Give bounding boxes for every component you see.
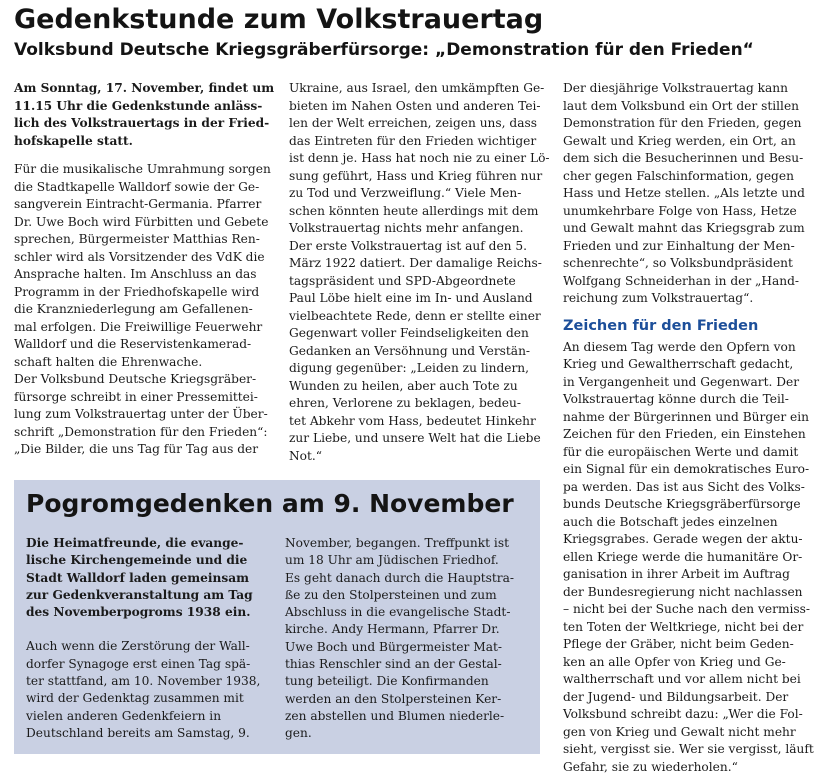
article-lead: Am Sonntag, 17. November, findet um 11.15 Uhr die Gedenkstunde anläss- lich des Volkstrauertags in der Fried- hofskapelle statt. bbox=[14, 80, 277, 150]
info-box bbox=[14, 480, 540, 754]
box-title: Pogromgedenken am 9. November bbox=[26, 489, 514, 518]
article-subtitle: Volksbund Deutsche Kriegsgräberfürsorge: „Demonstration für den Frieden“ bbox=[14, 40, 754, 60]
box-column-2 bbox=[285, 535, 528, 743]
article-column-1 bbox=[14, 80, 277, 459]
box-lead: Die Heimatfreunde, die evange- lische Kirchengemeinde und die Stadt Walldorf laden gemeinsam zur Gedenkveranstaltung am Tag des Novemberpogroms 1938 ein. bbox=[26, 535, 269, 621]
article-column-2 bbox=[289, 80, 553, 465]
section-heading: Zeichen für den Frieden bbox=[563, 316, 818, 336]
article-title: Gedenkstunde zum Volkstrauertag bbox=[14, 4, 543, 35]
article-paragraph: An diesem Tag werde den Opfern von Krieg und Gewaltherrschaft gedacht, in Vergangenheit und Gegenwart. Der Volkstrauertag könne durch die Teil- nahme der Bürgerinnen und Bürger ein Zeichen für den Frieden, ein Einstehen für die europäischen Werte und damit ein Signal für ein demokratisches Euro- pa werden. Das ist aus Sicht des Volks- bunds Deutsche Kriegsgräberfürsorge auch die Botschaft jedes einzelnen Kriegsgrabes. Gerade wegen der aktu- ellen Kriege werde die humanitäre Or- ganisation in ihrer Arbeit im Auftrag der Bundesregierung nicht nachlassen – nicht bei der Suche nach den vermiss- ten Toten der Weltkriege, nicht bei der Pflege der Gräber, nicht beim Geden- ken an alle Opfer von Krieg und Ge- waltherrschaft und vor allem nicht bei der Jugend- und Bildungsarbeit. Der Volksbund schreibt dazu: „Wer die Fol- gen von Krieg und Gewalt nicht mehr sieht, vergisst sie. Wer sie vergisst, läuft Gefahr, sie zu wiederholen.“ bbox=[563, 339, 818, 776]
box-paragraph: November, begangen. Treffpunkt ist um 18 Uhr am Jüdischen Friedhof. Es geht danach durch die Hauptstra- ße zu den Stolpersteinen und zum Abschluss in die evangelische Stadt- kirche. Andy Hermann, Pfarrer Dr. Uwe Boch und Bürgermeister Mat- thias Renschler sind an der Gestal- tung beteiligt. Die Konfirmanden werden an den Stolpersteinen Ker- zen abstellen und Blumen niederle- gen. bbox=[285, 535, 528, 743]
article-paragraph: Für die musikalische Umrahmung sorgen die Stadtkapelle Walldorf sowie der Ge- sangverein Eintracht-Germania. Pfarrer Dr. Uwe Boch wird Fürbitten und Gebete sprechen, Bürgermeister Matthias Ren- schler wird als Vorsitzender des VdK die Ansprache halten. Im Anschluss an das Programm in der Friedhofskapelle wird die Kranzniederlegung am Gefallenen- mal erfolgen. Die Freiwillige Feuerwehr Walldorf und die Reservistenkamerad- schaft halten die Ehrenwache. Der Volksbund Deutsche Kriegsgräber- fürsorge schreibt in einer Pressemittei- lung zum Volkstrauertag unter der Über- schrift „Demonstration für den Frieden“: „Die Bilder, die uns Tag für Tag aus der bbox=[14, 161, 277, 459]
article-paragraph: Der diesjährige Volkstrauertag kann laut dem Volksbund ein Ort der stillen Demonstration für den Frieden, gegen Gewalt und Krieg werden, ein Ort, an dem sich die Besucherinnen und Besu- cher gegen Falschinformation, gegen Hass und Hetze stellen. „Als letzte und unumkehrbare Folge von Hass, Hetze und Gewalt mahnt das Kriegsgrab zum Frieden und zur Einhaltung der Men- schenrechte“, so Volksbundpräsident Wolfgang Schneiderhan in der „Hand- reichung zum Volkstrauertag“. bbox=[563, 80, 818, 308]
article-paragraph: Ukraine, aus Israel, den umkämpften Ge- bieten im Nahen Osten und anderen Tei- len der Welt erreichen, zeigen uns, dass das Eintreten für den Frieden wichtiger ist denn je. Hass hat noch nie zu einer Lö- sung geführt, Hass und Krieg führen nur zu Tod und Verzweiflung.“ Viele Men- schen könnten heute allerdings mit dem Volkstrauertag nichts mehr anfangen. Der erste Volkstrauertag ist auf den 5. März 1922 datiert. Der damalige Reichs- tagspräsident und SPD-Abgeordnete Paul Löbe hielt eine im In- und Ausland vielbeachtete Rede, denn er stellte einer Gegenwart voller Feindseligkeiten den Gedanken an Versöhnung und Verstän- digung gegenüber: „Leiden zu lindern, Wunden zu heilen, aber auch Tote zu ehren, Verlorene zu beklagen, bedeu- tet Abkehr vom Hass, bedeutet Hinkehr zur Liebe, und unsere Welt hat die Liebe Not.“ bbox=[289, 80, 553, 465]
article-column-3 bbox=[563, 80, 818, 776]
box-column-1 bbox=[26, 535, 269, 742]
box-paragraph: Auch wenn die Zerstörung der Wall- dorfer Synagoge erst einen Tag spä- ter stattfand, am 10. November 1938, wird der Gedenktag zusammen mit vielen anderen Gedenkfeiern in Deutschland bereits am Samstag, 9. bbox=[26, 638, 269, 742]
